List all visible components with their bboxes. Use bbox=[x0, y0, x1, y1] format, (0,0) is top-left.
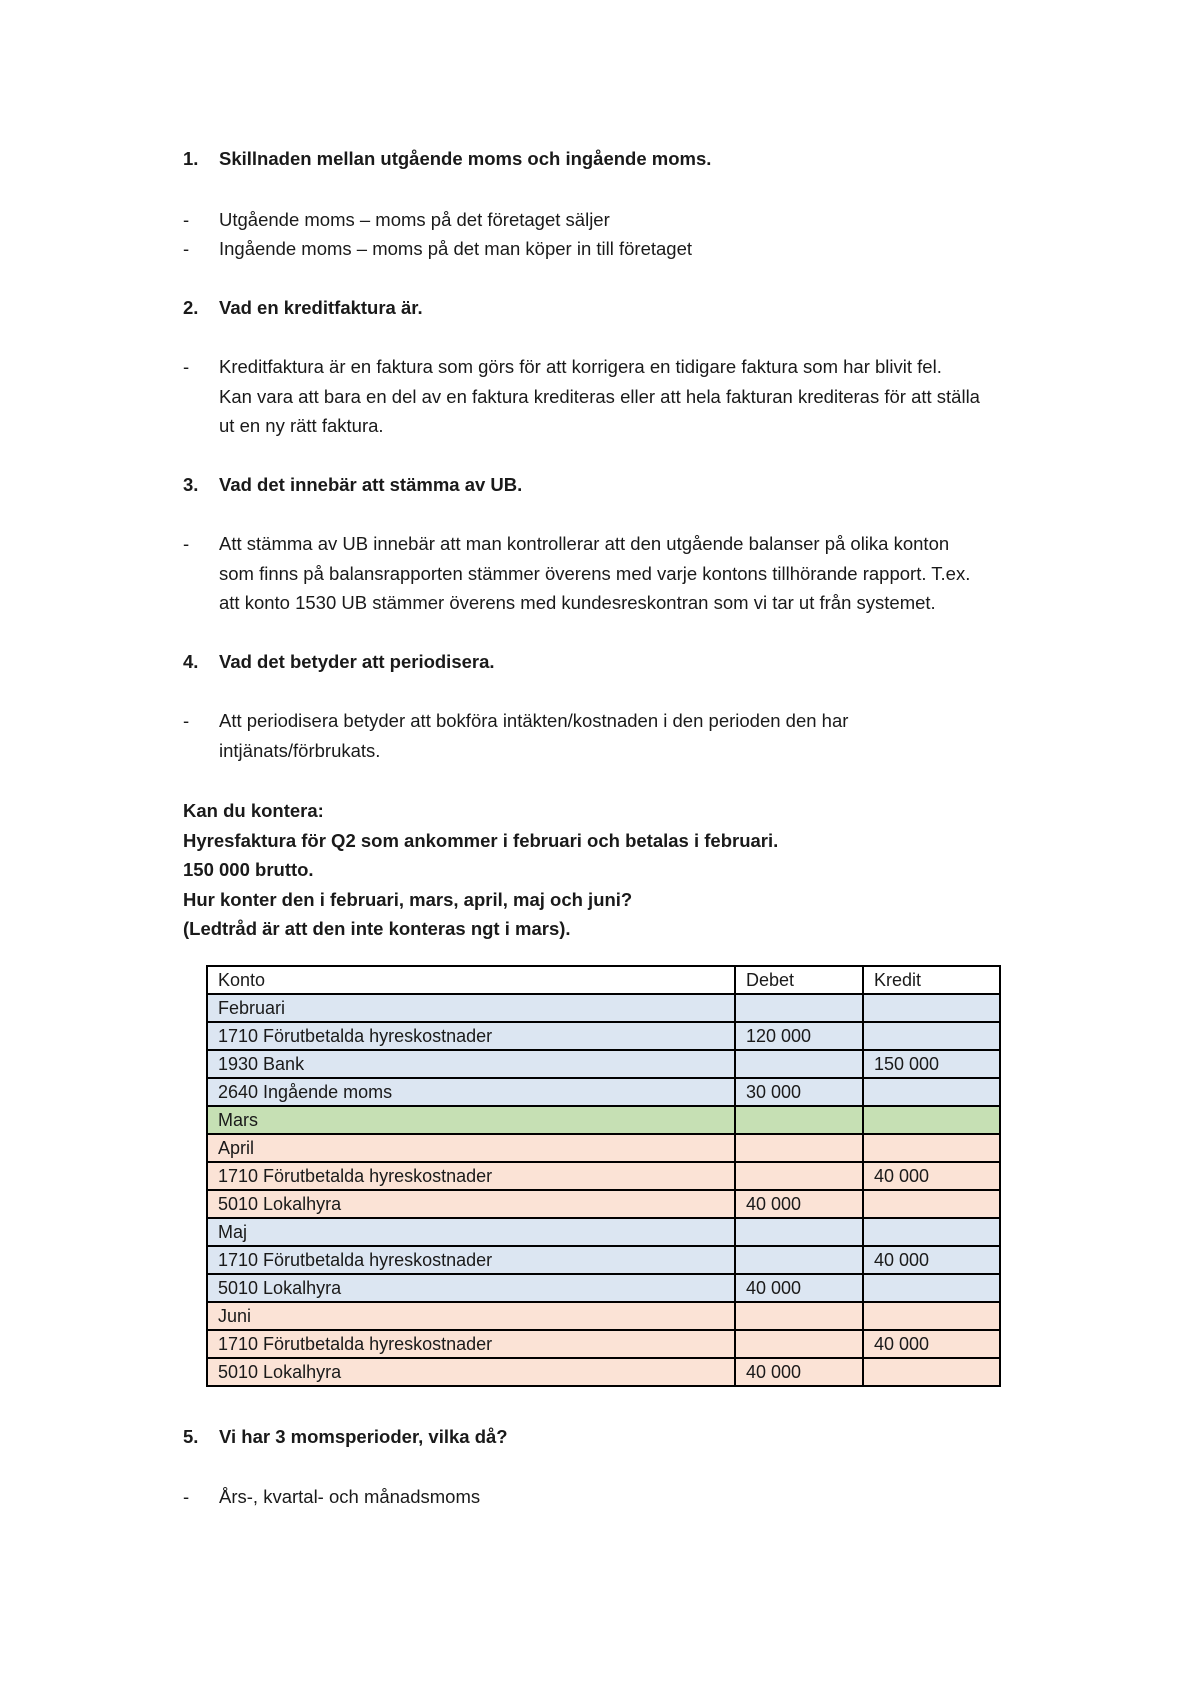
question-text: Skillnaden mellan utgående moms och ingående moms. bbox=[219, 148, 712, 169]
bullet-line: intjänats/förbrukats. bbox=[219, 739, 381, 761]
cell-konto: 1710 Förutbetalda hyreskostnader bbox=[207, 1330, 735, 1358]
table-row bbox=[207, 1358, 1000, 1386]
cell-konto: Juni bbox=[207, 1302, 735, 1330]
cell-kredit: 150 000 bbox=[863, 1050, 1000, 1078]
cell-debet bbox=[735, 1302, 863, 1330]
question-text: Vad det innebär att stämma av UB. bbox=[219, 474, 523, 495]
table-row bbox=[207, 1134, 1000, 1162]
bullet-dash: - bbox=[183, 238, 190, 259]
table-header-row bbox=[207, 966, 1000, 994]
table-row bbox=[207, 1190, 1000, 1218]
cell-konto: 1930 Bank bbox=[207, 1050, 735, 1078]
exercise-line: Kan du kontera: bbox=[183, 800, 324, 821]
cell-konto: 1710 Förutbetalda hyreskostnader bbox=[207, 1022, 735, 1050]
cell-kredit bbox=[863, 1358, 1000, 1386]
question-number: 4. bbox=[183, 651, 199, 672]
exercise-line: Hur konter den i februari, mars, april, maj och juni? bbox=[183, 888, 633, 910]
exercise-line: Hyresfaktura för Q2 som ankommer i februari och betalas i februari. bbox=[183, 829, 779, 851]
table-row bbox=[207, 1302, 1000, 1330]
table-row bbox=[207, 1022, 1000, 1050]
bullet-line: Utgående moms – moms på det företaget säljer bbox=[219, 209, 610, 230]
table-row bbox=[207, 1330, 1000, 1358]
bullet-line: Att periodisera betyder att bokföra intäkten/kostnaden i den perioden den har bbox=[219, 710, 849, 731]
cell-kredit bbox=[863, 1274, 1000, 1302]
question-text: Vad en kreditfaktura är. bbox=[219, 297, 423, 318]
bullet-line: ut en ny rätt faktura. bbox=[219, 415, 384, 436]
cell-kredit bbox=[863, 1302, 1000, 1330]
cell-debet bbox=[735, 1330, 863, 1358]
cell-debet bbox=[735, 1134, 863, 1162]
question-2-heading bbox=[183, 297, 423, 319]
exercise-intro bbox=[183, 796, 778, 944]
bullet-line: Års-, kvartal- och månadsmoms bbox=[219, 1486, 481, 1507]
question-5-heading bbox=[183, 1426, 508, 1448]
bullet-dash: - bbox=[183, 209, 190, 230]
cell-konto: Februari bbox=[207, 994, 735, 1022]
table-row bbox=[207, 994, 1000, 1022]
question-number: 2. bbox=[183, 297, 199, 318]
table-row bbox=[207, 1162, 1000, 1190]
ledger-table bbox=[206, 965, 1001, 1387]
question-4-heading bbox=[183, 651, 495, 673]
cell-konto: 5010 Lokalhyra bbox=[207, 1358, 735, 1386]
table-row bbox=[207, 1246, 1000, 1274]
question-number: 5. bbox=[183, 1426, 199, 1447]
bullet-dash: - bbox=[183, 356, 190, 377]
exercise-line: 150 000 brutto. bbox=[183, 859, 314, 880]
cell-debet: 120 000 bbox=[735, 1022, 863, 1050]
cell-kredit bbox=[863, 1022, 1000, 1050]
cell-kredit bbox=[863, 1106, 1000, 1134]
cell-debet bbox=[735, 1106, 863, 1134]
cell-kredit bbox=[863, 994, 1000, 1022]
exercise-line: (Ledtråd är att den inte konteras ngt i mars). bbox=[183, 918, 571, 939]
table-row bbox=[207, 1106, 1000, 1134]
question-text: Vi har 3 momsperioder, vilka då? bbox=[219, 1426, 508, 1447]
question-1-heading bbox=[183, 148, 711, 170]
question-3-heading bbox=[183, 474, 522, 496]
cell-konto: Mars bbox=[207, 1106, 735, 1134]
header-konto: Konto bbox=[207, 966, 735, 994]
cell-konto: 5010 Lokalhyra bbox=[207, 1274, 735, 1302]
cell-konto: 1710 Förutbetalda hyreskostnader bbox=[207, 1162, 735, 1190]
cell-debet bbox=[735, 994, 863, 1022]
question-number: 1. bbox=[183, 148, 199, 169]
cell-debet bbox=[735, 1050, 863, 1078]
bullet-line: att konto 1530 UB stämmer överens med kundesreskontran som vi tar ut från systemet. bbox=[219, 592, 936, 613]
cell-konto: 5010 Lokalhyra bbox=[207, 1190, 735, 1218]
bullet-dash: - bbox=[183, 1486, 190, 1507]
question-number: 3. bbox=[183, 474, 199, 495]
cell-konto: Maj bbox=[207, 1218, 735, 1246]
bullet-dash: - bbox=[183, 710, 190, 731]
cell-konto: 1710 Förutbetalda hyreskostnader bbox=[207, 1246, 735, 1274]
question-text: Vad det betyder att periodisera. bbox=[219, 651, 495, 672]
table-row bbox=[207, 1050, 1000, 1078]
cell-kredit bbox=[863, 1134, 1000, 1162]
cell-kredit: 40 000 bbox=[863, 1162, 1000, 1190]
cell-debet bbox=[735, 1162, 863, 1190]
header-kredit: Kredit bbox=[863, 966, 1000, 994]
cell-kredit: 40 000 bbox=[863, 1246, 1000, 1274]
cell-debet: 40 000 bbox=[735, 1274, 863, 1302]
table-row bbox=[207, 1078, 1000, 1106]
cell-debet: 30 000 bbox=[735, 1078, 863, 1106]
table-row bbox=[207, 1218, 1000, 1246]
header-debet: Debet bbox=[735, 966, 863, 994]
cell-debet: 40 000 bbox=[735, 1358, 863, 1386]
bullet-dash: - bbox=[183, 533, 190, 554]
cell-debet: 40 000 bbox=[735, 1190, 863, 1218]
bullet-line: som finns på balansrapporten stämmer överens med varje kontons tillhörande rapport. T.ex. bbox=[219, 562, 971, 584]
bullet-line: Kreditfaktura är en faktura som görs för att korrigera en tidigare faktura som har blivit fel. bbox=[219, 356, 942, 377]
bullet-line: Att stämma av UB innebär att man kontrollerar att den utgående balanser på olika konton bbox=[219, 533, 950, 554]
cell-kredit bbox=[863, 1190, 1000, 1218]
cell-debet bbox=[735, 1218, 863, 1246]
cell-konto: 2640 Ingående moms bbox=[207, 1078, 735, 1106]
cell-kredit bbox=[863, 1218, 1000, 1246]
table-row bbox=[207, 1274, 1000, 1302]
bullet-line: Ingående moms – moms på det man köper in till företaget bbox=[219, 238, 693, 259]
cell-kredit: 40 000 bbox=[863, 1330, 1000, 1358]
bullet-line: Kan vara att bara en del av en faktura krediteras eller att hela fakturan krediteras för att ställa bbox=[219, 385, 980, 407]
cell-kredit bbox=[863, 1078, 1000, 1106]
cell-debet bbox=[735, 1246, 863, 1274]
cell-konto: April bbox=[207, 1134, 735, 1162]
